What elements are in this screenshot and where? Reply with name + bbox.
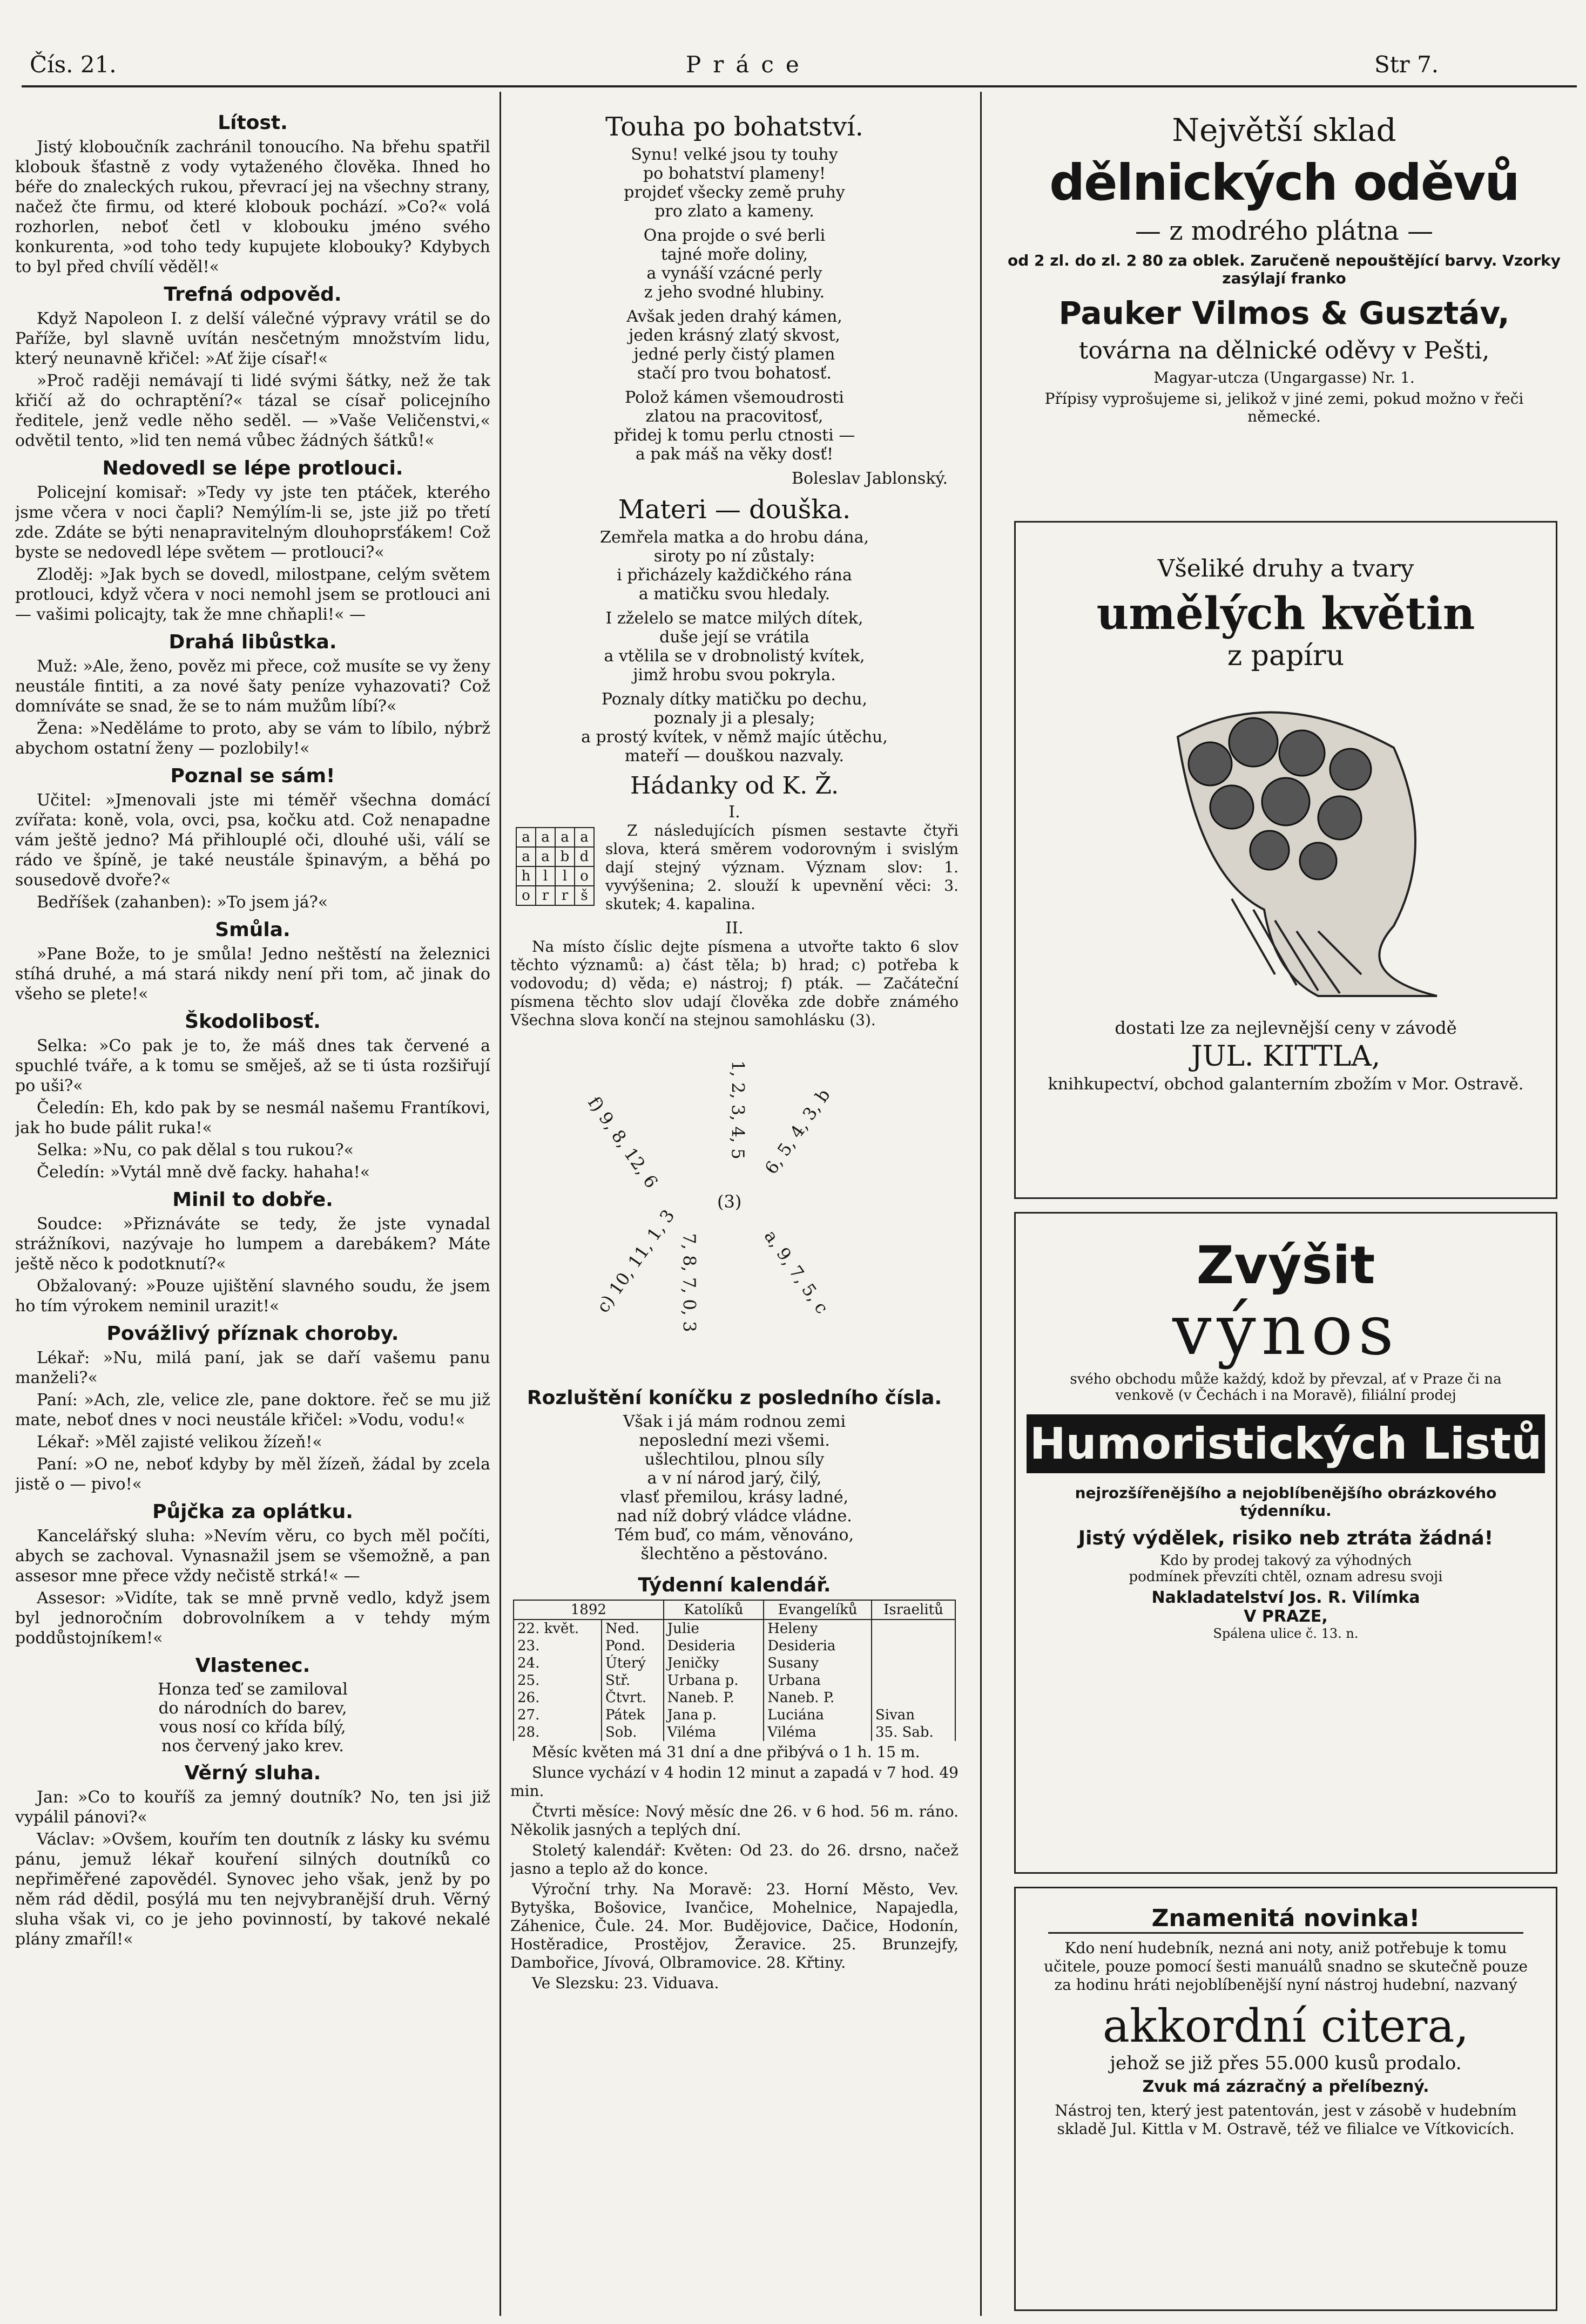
verse-line: Zemřela matka a do hrobu dána, xyxy=(600,528,869,547)
calendar-cell: Úterý xyxy=(602,1655,664,1672)
ad1-address: Magyar-utcza (Ungargasse) Nr. 1. xyxy=(1153,369,1415,387)
verse-line: Synu! velké jsou ty touhy xyxy=(631,145,838,164)
calendar-row xyxy=(514,1655,955,1672)
calendar-cell: Sivan xyxy=(872,1706,955,1724)
article-paragraph: Obžalovaný: »Pouze ujištění slavného soudu, že jsem ho tím výrokem neminil urazit!« xyxy=(15,1277,490,1316)
calendar-cell xyxy=(872,1689,955,1706)
calendar-header: 1892 xyxy=(514,1600,664,1620)
grid-cell: o xyxy=(575,866,594,886)
stanza xyxy=(510,609,959,685)
article-heading: Trefná odpověd. xyxy=(164,283,342,306)
stanza xyxy=(510,226,959,302)
ad3-desc: nejrozšířenějšího a nejoblíbenějšího obrázkového týdenníku. xyxy=(1075,1484,1497,1520)
article-heading: Věrný sluha. xyxy=(184,1762,321,1784)
calendar-cell: Naneb. P. xyxy=(764,1689,872,1706)
verse-line: neposlední mezi všemi. xyxy=(639,1431,830,1450)
calendar-row xyxy=(514,1689,955,1706)
calendar-cell: 25. xyxy=(514,1672,602,1689)
calendar-row xyxy=(514,1724,955,1741)
article-paragraph: Jistý kloboučník zachránil tonoucího. Na břehu spatřil klobouk šťastně z vody vytaženého člověka. Ihned ho béře do znaleckých rukou, převrací jej na všechny strany, načež čte firmu, od které klobouk pochází. »Co?« volá rozhorlen, neboť četl v klobouku jméno svého konkurenta, »od toho tedy kupujete klobouky? Kdybych to byl před chvílí věděl!« xyxy=(15,138,490,276)
calendar-note: Stoletý kalendář: Květen: Od 23. do 26. drsno, načež jasno a teplo až do konce. xyxy=(510,1841,959,1878)
verse-line: i přicházely každičkého rána xyxy=(617,566,852,585)
ad-paper-flowers xyxy=(1014,521,1557,1199)
ad4-sold: jehož se již přes 55.000 kusů prodalo. xyxy=(1110,2052,1462,2074)
verse-line: a prostý kvítek, v němž majíc útěchu, xyxy=(581,728,888,747)
calendar-cell: Jana p. xyxy=(664,1706,764,1724)
verse-line: pro zlato a kameny. xyxy=(654,202,814,221)
article-paragraph: Čeledín: Eh, kdo pak by se nesmál našemu Frantíkovi, jak ho bude pálit ruka!« xyxy=(15,1099,490,1137)
calendar-note: Ve Slezsku: 23. Viduava. xyxy=(532,1974,719,1992)
column-3 xyxy=(993,105,1576,2324)
ad3-street: Spálena ulice č. 13. n. xyxy=(1213,1626,1359,1641)
calendar-cell: Viléma xyxy=(664,1724,764,1741)
article-paragraph: Lékař: »Nu, milá paní, jak se daří vašemu panu manželi?« xyxy=(15,1349,490,1387)
article-heading: Škodolibosť. xyxy=(185,1011,321,1033)
ad4-text: Kdo není hudebník, nezná ani noty, aniž potřebuje k tomu učitele, pouze pomocí šesti manuálů snadno se skutečně pouze za hodinu hráti nejoblíbenější nyní nástroj hudební, nazvaný xyxy=(1043,1939,1528,1994)
calendar-cell: Pond. xyxy=(602,1637,664,1655)
grid-cell: l xyxy=(555,866,575,886)
ad3-text: svého obchodu může každý, kdož by převzal, ať v Praze či na venkově (v Čechách i na Moravě), filiální prodej xyxy=(1070,1371,1502,1404)
calendar-cell: 22. květ. xyxy=(514,1620,602,1637)
ad1-material: z modrého plátna xyxy=(1169,216,1399,246)
poem-materi xyxy=(510,528,959,765)
calendar-cell: Viléma xyxy=(764,1724,872,1741)
verse-line: a v ní národ jarý, čilý, xyxy=(647,1469,822,1488)
verse-line: siroty po ní zůstaly: xyxy=(653,547,815,566)
calendar-cell: Pátek xyxy=(602,1706,664,1724)
masthead: Práce xyxy=(686,51,811,78)
riddle-1 xyxy=(510,822,959,916)
verse-line: stačí pro tvou bohatosť. xyxy=(637,364,832,383)
verse-line: šlechtěno a pěstováno. xyxy=(640,1544,828,1563)
calendar-header: Evangelíků xyxy=(764,1600,872,1620)
verse-line: přidej k tomu perlu ctnosti — xyxy=(613,426,855,445)
article-paragraph: Selka: »Nu, co pak dělal s tou rukou?« xyxy=(37,1141,354,1160)
calendar-cell: Jeničky xyxy=(664,1655,764,1672)
verse-line: Polož kámen všemoudrosti xyxy=(625,388,844,407)
article-heading: Minil to dobře. xyxy=(172,1189,333,1211)
calendar-cell: 23. xyxy=(514,1637,602,1655)
star-ray: 6, 5, 4, 3, b xyxy=(760,1085,834,1178)
stanza xyxy=(510,690,959,765)
calendar-cell: Čtvrt. xyxy=(602,1689,664,1706)
star-ray: 1, 2, 3, 4, 5 xyxy=(727,1060,748,1160)
ad4-product: akkordní citera, xyxy=(1102,2000,1469,2052)
calendar-header: Katolíků xyxy=(664,1600,764,1620)
solution-text xyxy=(510,1412,959,1563)
ad3-profit: Jistý výdělek, risiko neb ztráta žádná! xyxy=(1078,1527,1494,1549)
calendar-notes xyxy=(510,1743,959,1993)
calendar-note: Výroční trhy. Na Moravě: 23. Horní Město, Vev. Bytyška, Bošovice, Ivančice, Mohelnice, Napajedla, Záhenice, Čule. 24. Mor. Budějovice, Dačice, Hodonín, Hostěradice, Prostějov, Žeravice. 25. Brunzejfy, Dambořice, Jívová, Olbramovice. 28. Křtiny. xyxy=(510,1880,959,1971)
verse-line: I zželelo se matce milých dítek, xyxy=(605,609,863,628)
verse-line: Však i já mám rodnou zemi xyxy=(623,1412,846,1431)
calendar-row xyxy=(514,1637,955,1655)
ad1-prices: od 2 zl. do zl. 2 80 za oblek. Zaručeně nepouštějící barvy. Vzorky zasýlají franko xyxy=(1007,252,1561,287)
grid-cell: b xyxy=(555,847,575,866)
page-number: Str 7. xyxy=(1374,51,1439,78)
ad1-factory: továrna na dělnické oděvy v Pešti, xyxy=(1078,337,1490,364)
riddle-1-number: I. xyxy=(728,803,740,822)
ad2-address: knihkupectví, obchod galanterním zbožím v Mor. Ostravě. xyxy=(1048,1075,1524,1094)
article-paragraph: »Proč raději nemávají ti lidé svými šátky, než že tak křičí až do ochraptění?« tázal se císař policejního ředitele, jenž vedle něho seděl. — »Vaše Veličenstvi,« odvětil tento, »lid ten nemá vůbec žádných šátků!« xyxy=(15,371,490,450)
verse-line: a vtělila se v drobnolistý kvítek, xyxy=(604,647,865,666)
ad-work-clothes xyxy=(993,105,1576,516)
article-heading: Smůla. xyxy=(215,919,291,941)
article-heading: Nedovedl se lépe protlouci. xyxy=(102,457,403,479)
ad2-offer: dostati lze za nejlevnější ceny v závodě xyxy=(1115,1018,1457,1038)
article-paragraph: Václav: »Ovšem, kouřím ten doutník z lásky ku svému pánu, jemuž lékař kouření silných doutníků co nepřiměřené zapovědél. Synovec jeho však, jenž by po něm rád dědil, posýlá mu ten nejvybranější druh. Věrný sluha však vi, co je jeho povinností, by takové nekalé plány zmaříl!« xyxy=(15,1830,490,1949)
article-heading: Půjčka za oplátku. xyxy=(152,1501,353,1523)
calendar-cell: 28. xyxy=(514,1724,602,1741)
ad1-line3: — z modrého plátna — xyxy=(1135,216,1434,246)
article-paragraph: Selka: »Co pak je to, že máš dnes tak červené a spuchlé tváře, a k tomu se směješ, až se ti ústa rozšiřují po uši?« xyxy=(15,1036,490,1095)
grid-cell: o xyxy=(516,886,536,905)
calendar-cell xyxy=(872,1655,955,1672)
calendar-cell: Desideria xyxy=(764,1637,872,1655)
flower-bouquet-illustration xyxy=(1113,672,1459,1007)
solution-verse xyxy=(510,1412,959,1563)
grid-cell: a xyxy=(516,828,536,847)
verse-line: jedné perly čistý plamen xyxy=(633,345,835,364)
grid-cell: a xyxy=(536,847,555,866)
solution-title: Rozluštění koníčku z posledního čísla. xyxy=(527,1387,942,1409)
star-ray: a, 9, 7, 5, c xyxy=(760,1226,833,1318)
ad3-publisher: Nakladatelství Jos. R. Vilímka xyxy=(1151,1588,1420,1607)
column-rule-2 xyxy=(980,92,982,2316)
verse-line: tajné moře doliny, xyxy=(660,245,808,264)
number-star-puzzle xyxy=(510,1035,959,1380)
verse-line: Avšak jeden drahý kámen, xyxy=(626,307,842,326)
article-paragraph: Učitel: »Jmenovali jste mi téměř všechna domácí zvířata: koně, vola, ovci, psa, kočku atd. Což nenapadne vám ještě jedno? Má přihlouplé oči, dlouhé uši, válí se rádo ve špíně, je také neustále špinavým, a běhá po sousedově dvoře?« xyxy=(15,791,490,890)
verse-line: Tém buď, co mám, věnováno, xyxy=(615,1526,854,1544)
calendar-cell: Heleny xyxy=(764,1620,872,1637)
calendar-cell: Urbana xyxy=(764,1672,872,1689)
article-paragraph: Policejní komisař: »Tedy vy jste ten ptáček, kterého jsme včera v noci čapli? Nemýlím-li se, jste již po třetí zde. Zdáte se býti nenapravitelným dlouhoprsťákem! Což byste se nedovedl lépe světem — protlouci?« xyxy=(15,483,490,562)
star-ray: f) 9, 8, 12, 6 xyxy=(584,1093,662,1192)
calendar-note: Slunce vychází v 4 hodin 12 minut a zapadá v 7 hod. 49 min. xyxy=(510,1764,959,1800)
calendar-row xyxy=(514,1706,955,1724)
article-paragraph: Když Napoleon I. z delší válečné výpravy vrátil se do Paříže, byl slavně uvítán nesčetným množstvím lidu, který neunavně křičel: »Ať žije císař!« xyxy=(15,309,490,368)
weekly-calendar xyxy=(513,1600,956,1741)
ad1-company: Pauker Vilmos & Gusztáv, xyxy=(1058,295,1510,331)
article-paragraph: Lékař: »Měl zajisté velikou žízeň!« xyxy=(37,1433,322,1452)
ad3-city: V PRAZE, xyxy=(1244,1607,1328,1626)
ad2-line1: Všeliké druhy a tvary xyxy=(1157,555,1414,582)
stanza xyxy=(510,307,959,383)
verse-line: Poznaly dítky matičku po dechu, xyxy=(601,690,868,709)
header-rule xyxy=(22,85,1577,87)
poem-line: nos červený jako krev. xyxy=(161,1737,344,1756)
verse-line: vlasť přemilou, krásy ladné, xyxy=(620,1488,849,1507)
poem-line: do národních do barev, xyxy=(158,1699,347,1718)
calendar-cell xyxy=(872,1672,955,1689)
ad3-conditions: Kdo by prodej takový za výhodných podmínek převzíti chtěl, oznam adresu svoji xyxy=(1129,1553,1443,1585)
article-paragraph: Bedříšek (zahanben): »To jsem já?« xyxy=(37,893,328,912)
calendar-note: Čtvrti měsíce: Nový měsíc dne 26. v 6 hod. 56 m. ráno. Několik jasných a teplých dní. xyxy=(510,1803,959,1839)
page-header xyxy=(0,51,1586,94)
calendar-title: Týdenní kalendář. xyxy=(638,1574,831,1596)
star-center: (3) xyxy=(717,1191,742,1212)
ad2-material: z papíru xyxy=(1227,640,1345,672)
article-paragraph: Paní: »O ne, neboť kdyby by měl žízeň, žádal by zcela jistě o — pivo!« xyxy=(15,1455,490,1494)
calendar-row xyxy=(514,1672,955,1689)
verse-line: jeden krásný zlatý skvost, xyxy=(629,326,840,345)
poem-vlastenec xyxy=(15,1680,490,1756)
verse-line: jimž hrobu svou pokryla. xyxy=(633,666,836,685)
verse-line: nad níž dobrý vládce vládne. xyxy=(617,1507,852,1526)
poem-line: Honza teď se zamiloval xyxy=(158,1680,348,1699)
verse-line: po bohatství plameny! xyxy=(643,164,826,183)
verse-line: z jeho svodné hlubiny. xyxy=(644,283,825,302)
calendar-cell: 27. xyxy=(514,1706,602,1724)
article-paragraph: Jan: »Co to kouříš za jemný doutník? No, ten jsi již vypálil pánovi?« xyxy=(15,1788,490,1827)
riddles-title: Hádanky od K. Ž. xyxy=(630,772,839,799)
verse-line: ušlechtilou, plnou síly xyxy=(644,1450,825,1469)
grid-cell: r xyxy=(555,886,575,905)
poem-line: vous nosí co křída bílý, xyxy=(159,1718,346,1737)
verse-line: a matičku svou hledaly. xyxy=(638,585,831,604)
calendar-cell: Sob. xyxy=(602,1724,664,1741)
column-rule-1 xyxy=(500,92,501,2316)
verse-line: projdeť všecky země pruhy xyxy=(624,183,845,202)
ad3-subheadline: výnos xyxy=(1172,1290,1399,1371)
verse-line: duše její se vrátila xyxy=(659,628,809,647)
grid-cell: a xyxy=(575,828,594,847)
stanza xyxy=(510,388,959,464)
poem-title-materi: Materi — douška. xyxy=(618,494,851,525)
poem-touha xyxy=(510,145,959,464)
article-paragraph: Soudce: »Přiznáváte se tedy, že jste vynadal strážníkovi, nazývaje ho lumpem a darebákem? Máte ještě něco k podotknutí?« xyxy=(15,1215,490,1273)
poem-author: Boleslav Jablonský. xyxy=(792,469,948,488)
ad-akkordni-citera xyxy=(1014,1887,1557,2311)
column-2 xyxy=(510,105,959,2324)
ad1-line1: Největší sklad xyxy=(1172,112,1396,148)
grid-cell: d xyxy=(575,847,594,866)
letter-grid xyxy=(516,827,595,916)
star-ray: c) 10, 11, 1, 3 xyxy=(592,1205,679,1317)
calendar-cell: 26. xyxy=(514,1689,602,1706)
stanza xyxy=(510,145,959,221)
calendar-note: Měsíc květen má 31 dní a dne přibývá o 1 h. 15 m. xyxy=(532,1743,920,1761)
ad1-headline: dělnických oděvů xyxy=(1049,154,1519,212)
poem-title-touha: Touha po bohatství. xyxy=(605,112,863,142)
verse-line: a pak máš na věky dosť! xyxy=(635,445,834,464)
ad3-headline: Zvýšit xyxy=(1196,1235,1375,1296)
article-paragraph: Zloděj: »Jak bych se dovedl, milostpane, celým světem protlouci, když včera v noci nemohl jsem se protlouci ani — vašimi policajty, tak že mne chňapli!« — xyxy=(15,565,490,624)
calendar-cell: Stř. xyxy=(602,1672,664,1689)
ad4-headline: Znamenitá novinka! xyxy=(1048,1905,1523,1934)
verse-line: Ona projde o své berli xyxy=(643,226,826,245)
verse-line: mateří — douškou nazvaly. xyxy=(624,747,845,765)
grid-cell: r xyxy=(536,886,555,905)
calendar-cell: Urbana p. xyxy=(664,1672,764,1689)
article-paragraph: Assesor: »Vidíte, tak se mně prvně vedlo, když jsem byl jednoročním dobrovolníkem a v tehdy mým poddůstojníkem!« xyxy=(15,1589,490,1648)
star-ray: 7, 8, 7, 0, 3 xyxy=(679,1233,700,1332)
ad1-note: Přípisy vyprošujeme si, jelikož v jiné zemi, pokud možno v řeči německé. xyxy=(1044,390,1524,425)
verse-line: a vynáší vzácné perly xyxy=(646,264,822,283)
article-paragraph: Kancelářský sluha: »Nevím věru, co bych měl počíti, abych se zachoval. Vynasnažil jsem se všemožně, a pan assesor mne přece vždy nečistě strká!« — xyxy=(15,1527,490,1586)
verse-line: zlatou na pracovitosť, xyxy=(645,407,824,426)
calendar-cell: Susany xyxy=(764,1655,872,1672)
calendar-cell: Naneb. P. xyxy=(664,1689,764,1706)
ad4-sound: Zvuk má zázračný a přelíbezný. xyxy=(1142,2077,1429,2096)
article-paragraph: Paní: »Ach, zle, velice zle, pane doktore. řeč se mu již mate, neboť dnes v noci neustále křičel: »Vodu, vodu!« xyxy=(15,1391,490,1429)
issue-number: Čís. 21. xyxy=(30,51,117,78)
article-paragraph: Čeledín: »Vytál mně dvě facky. hahaha!« xyxy=(37,1163,370,1182)
calendar-cell: 35. Sab. xyxy=(872,1724,955,1741)
grid-cell: h xyxy=(516,866,536,886)
grid-cell: a xyxy=(555,828,575,847)
article-paragraph: Žena: »Neděláme to proto, aby se vám to líbilo, nýbrž abychom ostatní ženy — pozlobily!« xyxy=(15,719,490,758)
grid-cell: š xyxy=(575,886,594,905)
ad-humoristicke-listy xyxy=(1014,1212,1557,1874)
calendar-header: Israelitů xyxy=(872,1600,955,1620)
article-heading: Lítost. xyxy=(218,112,288,134)
column-1 xyxy=(15,105,490,2324)
article-paragraph: Muž: »Ale, ženo, pověz mi přece, což musíte se vy ženy neustále fintiti, a za nové šaty peníze vyhazovati? Což domníváte se snad, že se to nám mužům líbí?« xyxy=(15,657,490,716)
grid-cell: l xyxy=(536,866,555,886)
calendar-row xyxy=(514,1620,955,1637)
ad4-where: Nástroj ten, který jest patentován, jest v zásobě v hudebním skladě Jul. Kittla v M. Ostravě, též ve filialce ve Vítkovicích. xyxy=(1055,2102,1517,2138)
ad3-paper-name: Humoristických Listů xyxy=(1027,1414,1545,1473)
calendar-cell: Luciána xyxy=(764,1706,872,1724)
calendar-cell xyxy=(872,1637,955,1655)
stanza xyxy=(510,528,959,604)
verse-line: poznaly ji a plesaly; xyxy=(653,709,815,728)
calendar-cell: 24. xyxy=(514,1655,602,1672)
article-heading: Povážlivý příznak choroby. xyxy=(106,1323,399,1345)
article-paragraph: »Pane Bože, to je smůla! Jedno neštěstí na železnici stíhá druhé, a má stará nikdy není při tom, ač jinak do všeho se plete!« xyxy=(15,945,490,1004)
calendar-cell xyxy=(872,1620,955,1637)
calendar-cell: Ned. xyxy=(602,1620,664,1637)
grid-cell: a xyxy=(516,847,536,866)
riddle-1-text: Z následujících písmen sestavte čtyři slova, která směrem vodorovným i svislým dají stejný význam. Význam slov: 1. vyvýšenina; 2. slouží k upevnění věci: 3. skutek; 4. kapalina. xyxy=(605,822,959,913)
article-heading: Poznal se sám! xyxy=(170,765,335,787)
riddle-2-text: Na místo číslic dejte písmena a utvořte takto 6 slov těchto významů: a) část těla; b) hrad; c) potřeba k vodovodu; d) věda; e) nástroj; f) pták. — Začáteční písmena těchto slov udají člověka zde dobře známého Všechna slova končí na stejnou samohlásku (3). xyxy=(510,938,959,1029)
riddle-2-number: II. xyxy=(725,919,744,938)
calendar-cell: Julie xyxy=(664,1620,764,1637)
ad2-headline: umělých květin xyxy=(1096,588,1475,640)
calendar-cell: Desideria xyxy=(664,1637,764,1655)
grid-cell: a xyxy=(536,828,555,847)
poem-heading: Vlastenec. xyxy=(195,1655,311,1677)
article-heading: Drahá libůstka. xyxy=(168,631,337,653)
ad2-firm: JUL. KITTLA, xyxy=(1191,1040,1381,1073)
